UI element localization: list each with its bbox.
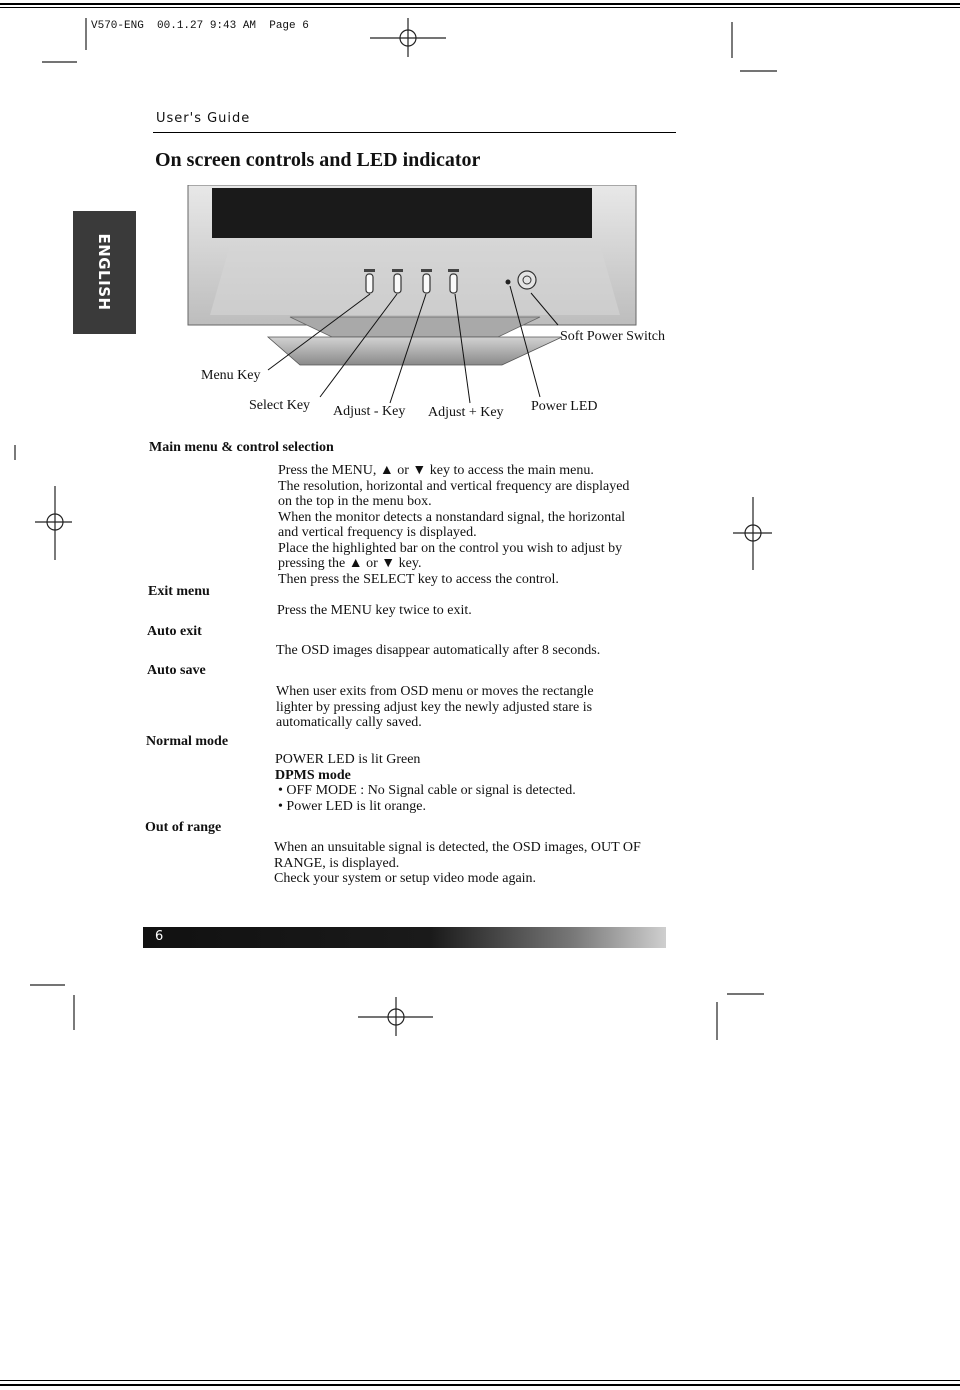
heading-auto-exit: Auto exit — [147, 624, 202, 639]
auto-save-text — [276, 684, 594, 731]
heading-auto-save: Auto save — [147, 663, 206, 678]
registration-target-bottom — [358, 997, 433, 1036]
text-line: lighter by pressing adjust key the newly adjusted stare is — [276, 699, 593, 715]
auto-exit-text: The OSD images disappear automatically after 8 seconds. — [276, 643, 601, 658]
page-number: 6 — [155, 929, 164, 944]
label-adjust-minus-key: Adjust - Key — [333, 404, 406, 419]
side-tab — [73, 211, 136, 334]
monitor-neck — [290, 317, 540, 337]
bullet-item: • OFF MODE : No Signal cable or signal is detected. — [278, 783, 576, 798]
running-header: User's Guide — [156, 111, 251, 126]
out-of-range-text — [274, 840, 641, 887]
heading-main-menu: Main menu & control selection — [149, 440, 334, 455]
text-line: pressing the ▲ or ▼ key. — [278, 556, 422, 571]
power-switch — [518, 271, 536, 289]
label-menu-key: Menu Key — [201, 368, 261, 383]
label-soft-power-switch: Soft Power Switch — [560, 329, 665, 344]
text-line: POWER LED is lit Green — [275, 752, 421, 767]
footer-bar — [143, 927, 666, 948]
text-line: Press the MENU, ▲ or ▼ key to access the main menu. — [278, 463, 594, 478]
text-line: When the monitor detects a nonstandard signal, the horizontal — [278, 509, 626, 525]
text-line: When user exits from OSD menu or moves the rectangle — [276, 684, 594, 699]
label-power-led: Power LED — [531, 399, 598, 414]
text-line: Place the highlighted bar on the control you wish to adjust by — [278, 540, 623, 556]
text-line: Then press the SELECT key to access the control. — [278, 571, 559, 587]
bullet-item: • Power LED is lit orange. — [278, 798, 426, 814]
monitor-diagram — [180, 185, 660, 385]
running-header-rule — [153, 132, 676, 133]
text-line: RANGE, is displayed. — [274, 855, 400, 871]
normal-mode-text — [275, 752, 576, 814]
text-line: and vertical frequency is displayed. — [278, 525, 477, 540]
text-line: automatically cally saved. — [276, 715, 422, 730]
dpms-subheading: DPMS mode — [275, 767, 351, 783]
text-line: Check your system or setup video mode again. — [274, 871, 537, 886]
monitor-base — [268, 337, 562, 365]
text-line: When an unsuitable signal is detected, the OSD images, OUT OF — [274, 840, 641, 855]
label-select-key: Select Key — [249, 398, 311, 413]
registration-target-left — [35, 486, 72, 560]
side-tab-label: ENGLISH — [95, 233, 113, 311]
text-line: The resolution, horizontal and vertical frequency are displayed — [278, 478, 630, 494]
power-led-dot — [506, 280, 511, 285]
heading-exit-menu: Exit menu — [148, 584, 210, 599]
text-line: on the top in the menu box. — [278, 494, 432, 509]
registration-target-top — [370, 18, 446, 57]
label-adjust-plus-key: Adjust + Key — [428, 405, 504, 420]
print-header: V570-ENG 00.1.27 9:43 AM Page 6 — [91, 20, 309, 32]
page-title: On screen controls and LED indicator — [155, 149, 481, 171]
monitor-screen — [212, 188, 592, 238]
registration-target-right — [733, 497, 772, 570]
main-menu-text — [278, 463, 629, 587]
heading-normal-mode: Normal mode — [146, 734, 229, 749]
heading-out-of-range: Out of range — [145, 820, 222, 835]
exit-menu-text: Press the MENU key twice to exit. — [277, 603, 472, 618]
